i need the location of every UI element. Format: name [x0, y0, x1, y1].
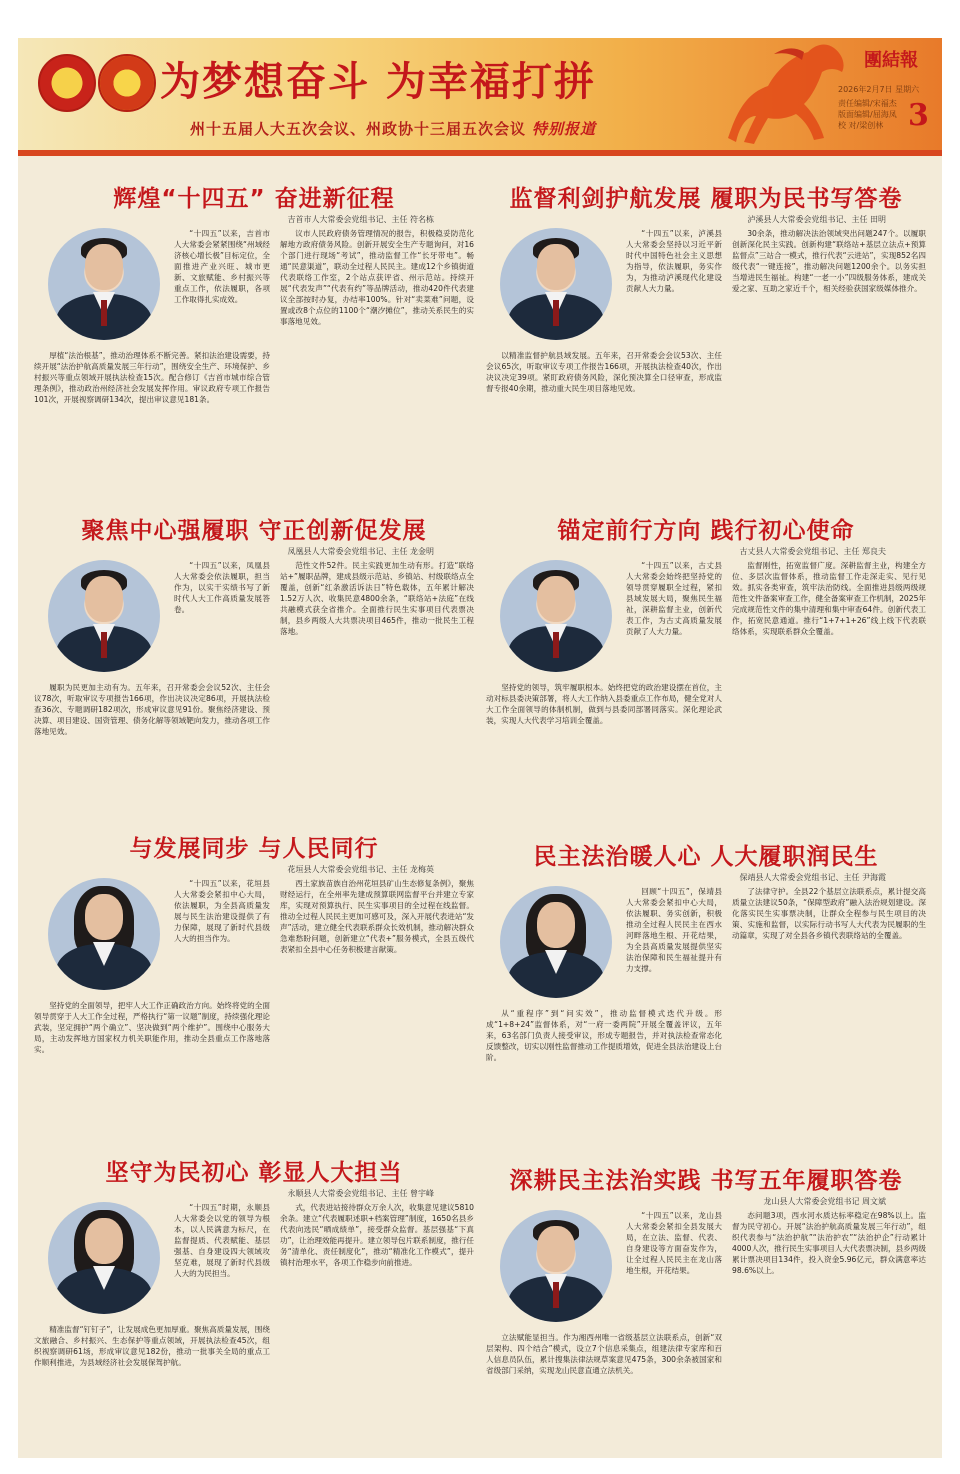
issue-date: 2026年2月7日 星期六	[838, 85, 920, 94]
body-column	[732, 560, 926, 782]
article-title: 民主法治暖人心 人大履职润民生	[533, 844, 879, 870]
paragraph: 式，代表进站接待群众万余人次，收集意见建议5810余条。建立“代表履职述职+档案管理”制度，1650名县乡代表向选民“晒成绩单”，接受群众监督。基层强基“下真功”，让治理效能再提升。建立领导包片联系制度，推行任务“清单化、责任制度化”，推动“精准化工作模式”，提升镇村治理水平，各项工作稳步向前推进。	[280, 1203, 474, 1267]
paragraph: 30余条，推动解决法治领域突出问题247个。以履职创新深化民主实践。创新构建“联络站+基层立法点+预算监督点”三站合一模式，推行代表“云进站”，实现852名四级代表“一键连接”，推动解决问题1200余个。以务实担当增进民生福祉。构建“一老一小”四级服务体系，建成关爱之家、互助之家近千个，相关经验获国家级媒体推介。	[732, 229, 926, 293]
article-body	[486, 560, 926, 782]
paragraph: 了法律守护。全县22个基层立法联系点，累计提交高质量立法建议50条，“保障型政府”融入法治规划建设。深化落实民生实事票决制，让群众全程参与民生项目的决策、实施和监督，以实际行动书写人大代表为民履职的生动篇章，实现了对全县各乡镇代表联络站的全覆盖。	[732, 887, 926, 940]
article-body	[486, 1210, 926, 1432]
article-author: 古丈县人大常委会党组书记、主任 郑良夫	[739, 547, 886, 556]
article-author: 龙山县人大常委会党组书记 周文斌	[763, 1197, 886, 1206]
paragraph: “十四五”以来，龙山县人大常委会紧扣全县发展大局，在立法、监督、代表、自身建设等方面奋发作为，让全过程人民民主在龙山落地生根，开花结果。	[626, 1211, 722, 1275]
paragraph: 立法赋能显担当。作为湘西州唯一省级基层立法联系点，创新“双层架构、四个结合”模式，设立7个信息采集点，组建法律专家库和百人信息员队伍，累计搜集法律法规草案意见475条，300余条被国家和省级部门采纳，实现龙山民意直通立法机关。	[486, 1333, 722, 1375]
body-column	[280, 228, 474, 450]
article-title: 辉煌“十四五” 奋进新征程	[113, 186, 395, 212]
paragraph: “十四五”以来，吉首市人大常委会紧紧围绕“州域经济核心增长极”目标定位，全面推进产业兴旺、城市更新、文旅赋能、乡村振兴等重点工作，依法履职，各项工作取得扎实成效。	[174, 229, 270, 304]
paragraph: 以精准监督护航县域发展。五年来，召开常委会会议53次、主任会议65次，听取审议专项工作报告166项，开展执法检查40次，作出决议决定39项。紧盯政府债务风险，深化预决算全口径审查，形成监督专报40余期，推动重大民生项目落地见效。	[486, 351, 722, 393]
banner-headline: 为梦想奋斗 为幸福打拼	[160, 58, 596, 105]
paragraph: “十四五”以来，古丈县人大常委会始终把坚持党的领导贯穿履职全过程，紧扣县域发展大局，聚焦民生福祉，深耕监督主业，创新代表工作，为古丈高质量发展贡献了人大力量。	[626, 561, 722, 636]
body-column	[486, 350, 722, 450]
credit-line: 版面编辑/屈海凤	[838, 110, 897, 119]
body-column	[34, 1324, 270, 1424]
body-column	[280, 878, 474, 1100]
article-body	[34, 228, 474, 450]
article-author: 泸溪县人大常委会党组书记、主任 田明	[747, 215, 886, 224]
article-6	[486, 838, 926, 1118]
article-author: 凤凰县人大常委会党组书记、主任 龙金明	[287, 547, 434, 556]
national-emblem-icon	[38, 54, 96, 112]
article-title: 监督利剑护航发展 履职为民书写答卷	[509, 186, 903, 212]
cppcc-emblem-icon	[98, 54, 156, 112]
article-7	[34, 1154, 474, 1444]
paragraph: “十四五”以来，泸溪县人大常委会坚持以习近平新时代中国特色社会主义思想为指导，依法履职，务实作为，为推动泸溪现代化建设贡献人大力量。	[626, 229, 722, 293]
horse-icon	[708, 38, 858, 150]
article-2	[486, 180, 926, 460]
paragraph: 范性文件52件。民主实践更加生动有形。打造“联络站+”履职品牌，建成县级示范站、乡镇站、村级联络点全覆盖，创新“红条激活诉法日”特色载体，五年累计解决1.52万人次、收集民意4800余条，“联络站+法庭”在线共融模式获全省推介。全面推行民生实事项目代表票决制，县乡两级人大共票决项目465件，推动一批民生工程落地。	[280, 561, 474, 636]
paragraph: “十四五”以来，凤凰县人大常委会依法履职，担当作为，以实干实绩书写了新时代人大工作高质量发展答卷。	[174, 561, 270, 614]
banner-subhead-tag: 特别报道	[532, 120, 597, 138]
paragraph: 监督刚性，拓宽监督广度。深耕监督主业，构建全方位、多层次监督体系，推动监督工作走深走实、见行见效。抓实各类审查，筑牢法治防线。全面推进县级两级规范性文件备案审查工作，健全备案审查工作机制，2025年完成规范性文件的集中清理和集中审查64件。创新代表工作，拓宽民意通道。推行“1+7+1+26”线上线下代表联络体系，实现联系群众全覆盖。	[732, 561, 926, 636]
credit-line: 责任编辑/宋福杰	[838, 99, 897, 108]
article-body	[34, 560, 474, 782]
article-title: 坚守为民初心 彰显人大担当	[105, 1160, 403, 1186]
article-8	[486, 1162, 926, 1452]
paragraph: 回顾“十四五”，保靖县人大常委会紧扣中心大局，依法履职、务实创新，积极推动全过程人民民主在西水河畔落地生根、开花结果，为全县高质量发展提供坚实法治保障和民生福祉提升有力支撑。	[626, 887, 722, 973]
body-column	[280, 1202, 474, 1424]
article-1	[34, 180, 474, 460]
paragraph: 态问题3项，西水河水质达标率稳定在98%以上。监督为民守初心。开展“法治护航高质量发展三年行动”，组织代表参与“法治护航”“法治护农”“法治护企”行动累计4000人次，推行民生实事项目人大代表票决制，县乡两级累计票决项目134件，投入资金5.96亿元，群众满意率达98.6%以上。	[732, 1211, 926, 1275]
body-column	[732, 228, 926, 450]
body-column	[280, 560, 474, 782]
article-author: 保靖县人大常委会党组书记、主任 尹海霞	[739, 873, 886, 882]
paragraph: 议市人民政府债务管理情况的报告，积极稳妥防范化解地方政府债务风险。创新开展安全生产专题询问，对16个部门进行现场“考试”，推动监督工作“长牙带电”。畅通“民意渠道”，联动全过程人民民主。建成12个乡镇街道代表联络工作室，2个站点获评省、州示范站。持续开展“代表发声”“代表有约”等品牌活动，推动420件代表建议全部按时办复，办结率100%。针对“卖菜难”问题，设置或改8个点位的1100个“潮汐摊位”，推动关系民生的实事落地见效。	[280, 229, 474, 326]
article-body	[486, 228, 926, 450]
editor-credits	[838, 98, 897, 131]
credit-line: 校 对/梁创林	[838, 121, 884, 130]
paragraph: 西土家族苗族自治州花垣县矿山生态修复条例》，聚焦财经运行，在全州率先建成预算联网监督平台并建立专家库，实现对预算执行、民生实事项目的全过程在线监督。推动全过程人民民主更加可感可及，深入开展代表进站“发声”活动，建立健全代表联系群众长效机制，推动解决群众急难愁盼问题，创新建立“代表+”服务模式，全县五级代表紧扣全县中心任务积极建言献策。	[280, 879, 474, 954]
paragraph: 厚植“法治根基”，推动治理体系不断完善。紧扣法治建设需要，持续开展“法治护航高质量发展三年行动”，围绕安全生产、环境保护、乡村振兴等重点领域开展执法检查15次。配合修订《吉首市城市综合管理条例》，推动政治州经济社会发展发挥作用。审议政府专项工作报告101次，开展视察调研134次，提出审议意见181条。	[34, 351, 270, 404]
newspaper-page	[18, 38, 942, 1458]
newspaper-masthead: 團結報	[864, 50, 918, 71]
body-column	[486, 1008, 722, 1108]
article-title: 锚定前行方向 践行初心使命	[557, 518, 855, 544]
article-title: 聚焦中心强履职 守正创新促发展	[81, 518, 427, 544]
paragraph: 坚持党的领导，筑牢履职根本。始终把党的政治建设摆在首位，主动对标县委决策部署，将人大工作纳入县委重点工作布局，健全党对人大工作全面领导的体制机制，做到与县委同部署同落实。深化理论武装，实现人大代表学习培训全覆盖。	[486, 683, 722, 725]
body-column	[486, 682, 722, 782]
paragraph: 履职为民更加主动有为。五年来，召开常委会会议52次、主任会议78次，听取审议专项报告166项，作出决议决定86项，开展执法检查36次、专题调研182项次，形成审议意见91份。聚焦经济建设、预决算、项目建设、国资管理、债务化解等领域靶向发力，推动各项工作落地见效。	[34, 683, 270, 736]
banner-subhead	[190, 118, 596, 139]
page-banner	[18, 38, 942, 156]
paragraph: 坚持党的全面领导，把牢人大工作正确政治方向。始终将党的全面领导贯穿于人大工作全过程，严格执行“第一议题”制度，持续强化理论武装，坚定拥护“两个确立”、坚决做到“两个维护”。围绕中心服务大局，主动发挥地方国家权力机关职能作用，推动全县重点工作落地落实。	[34, 1001, 270, 1054]
article-author: 永顺县人大常委会党组书记、主任 曾宇峰	[287, 1189, 434, 1198]
article-author: 吉首市人大常委会党组书记、主任 符名栋	[287, 215, 434, 224]
body-column	[732, 1210, 926, 1432]
body-column	[732, 886, 926, 1108]
paragraph: “十四五”时期，永顺县人大常委会以党的领导为根本，以人民满意为标尺，在监督提质、代表赋能、基层强基、自身建设四大领域攻坚克难，展现了新时代县级人大的为民担当。	[174, 1203, 270, 1278]
article-5	[34, 830, 474, 1110]
body-column	[34, 682, 270, 782]
article-title: 与发展同步 与人民同行	[129, 836, 379, 862]
body-column	[486, 1332, 722, 1432]
paragraph: 从“重程序”到“问实效”，推动监督模式迭代升级。形成“1+8+24”监督体系，对“一府一委两院”开展全覆盖评议，五年来，63名部门负责人接受审议，形成专题报告，并对执法检查常态化反馈整改，切实以刚性监督推动工作提质增效，促进全县法治建设上台阶。	[486, 1009, 722, 1062]
article-4	[486, 512, 926, 792]
page-number: 3	[908, 98, 929, 133]
paragraph: 精准监督“钉钉子”，让发展成色更加厚重。聚焦高质量发展，围绕文旅融合、乡村振兴、生态保护等重点领域，开展执法检查45次，组织视察调研61场，形成审议意见182份，推动一批事关全局的重点工作顺利推进，为县域经济社会发展保驾护航。	[34, 1325, 270, 1367]
body-column	[34, 350, 270, 450]
article-author: 花垣县人大常委会党组书记、主任 龙梅英	[287, 865, 434, 874]
banner-divider	[18, 150, 942, 156]
body-column	[34, 1000, 270, 1100]
article-title: 深耕民主法治实践 书写五年履职答卷	[509, 1168, 903, 1194]
article-3	[34, 512, 474, 792]
paragraph: “十四五”以来，花垣县人大常委会紧扣中心大局，依法履职，为全县高质量发展与民生法治建设提供了有力保障，展现了新时代县级人大的担当作为。	[174, 879, 270, 943]
banner-subhead-text: 州十五届人大五次会议、州政协十三届五次会议	[190, 120, 527, 138]
